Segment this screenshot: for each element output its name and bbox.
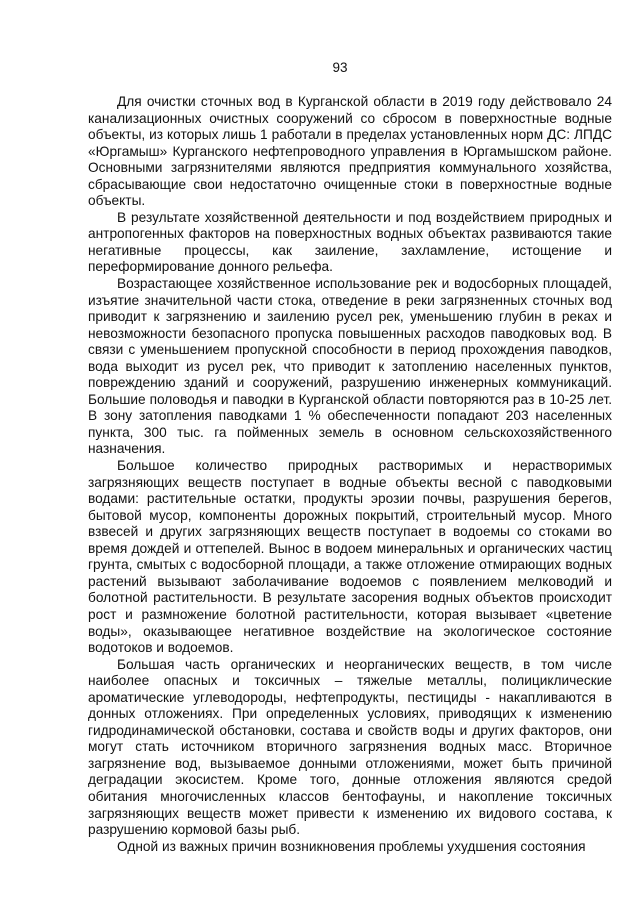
paragraph-river-use-flooding: Возрастающее хозяйственное использование рек и водосборных площадей, изъятие значительной части стока, отведение в реки загрязненных сточных вод приводит к загрязнению и заилению русел рек, уменьшению глубин в реках и невозможности безопасного пропуска повышенных расходов паводковых вод. В связи с уменьшением пропускной способности в период прохождения паводков, вода выходит из русел рек, что приводит к затоплению населенных пунктов, повреждению зданий и сооружений, разрушению инженерных коммуникаций. Большие половодья и паводки в Курганской области повторяются раз в 10-25 лет. В зону затопления паводками 1 % обеспеченности попадают 203 населенных пункта, 300 тыс. га пойменных земель в основном сельскохозяйственного назначения. (88, 276, 612, 457)
paragraph-bottom-sediments: Большая часть органических и неорганических веществ, в том числе наиболее опасных и токсичных – тяжелые металлы, полициклические ароматические углеводороды, нефтепродукты, пестициды - накапливаются в донных отложениях. При определенных условиях, приводящих к изменению гидродинамической обстановки, состава и свойств воды и других факторов, они могут стать источником вторичного загрязнения водных масс. Вторичное загрязнение вод, вызываемое донными отложениями, может быть причиной деградации экосистем. Кроме того, донные отложения являются средой обитания многочисленных классов бентофауны, и накопление токсичных загрязняющих веществ может привести к изменению их видового состава, к разрушению кормовой базы рыб. (88, 656, 612, 838)
paragraph-wastewater-treatment: Для очистки сточных вод в Курганской области в 2019 году действовало 24 канализационных очистных сооружений со сбросом в поверхностные водные объекты, из которых лишь 1 работали в пределах установленных норм ДС: ЛПДС «Юргамыш» Курганского нефтепроводного управления в Юргамышском районе. Основными загрязнителями являются предприятия коммунального хозяйства, сбрасывающие свои недостаточно очищенные стоки в поверхностные водные объекты. (88, 94, 612, 209)
paragraph-deterioration-causes: Одной из важных причин возникновения проблемы ухудшения состояния (117, 838, 586, 854)
body-text (88, 94, 612, 855)
paragraph-pollutant-inflow: Большое количество природных растворимых и нерастворимых загрязняющих веществ поступает в водные объекты весной с паводковыми водами: растительные остатки, продукты эрозии почвы, разрушения берегов, бытовой мусор, компоненты дорожных покрытий, строительный мусор. Много взвесей и других загрязняющих веществ поступает в водоемы со стоками во время дождей и оттепелей. Вынос в водоем минеральных и органических частиц грунта, смытых с водосборной площади, а также отложение отмирающих водных растений вызывают заболачивание водоемов с появлением мелководий и болотной растительности. В результате засорения водных объектов происходит рост и размножение болотной растительности, которая вызывает «цветение воды», оказывающее негативное воздействие на экологическое состояние водотоков и водоемов. (88, 458, 612, 656)
paragraph-negative-processes: В результате хозяйственной деятельности и под воздействием природных и антропогенных факторов на поверхностных водных объектах развиваются такие негативные процессы, как заиление, захламление, истощение и переформирование донного рельефа. (88, 209, 612, 275)
page-number: 93 (332, 60, 348, 75)
